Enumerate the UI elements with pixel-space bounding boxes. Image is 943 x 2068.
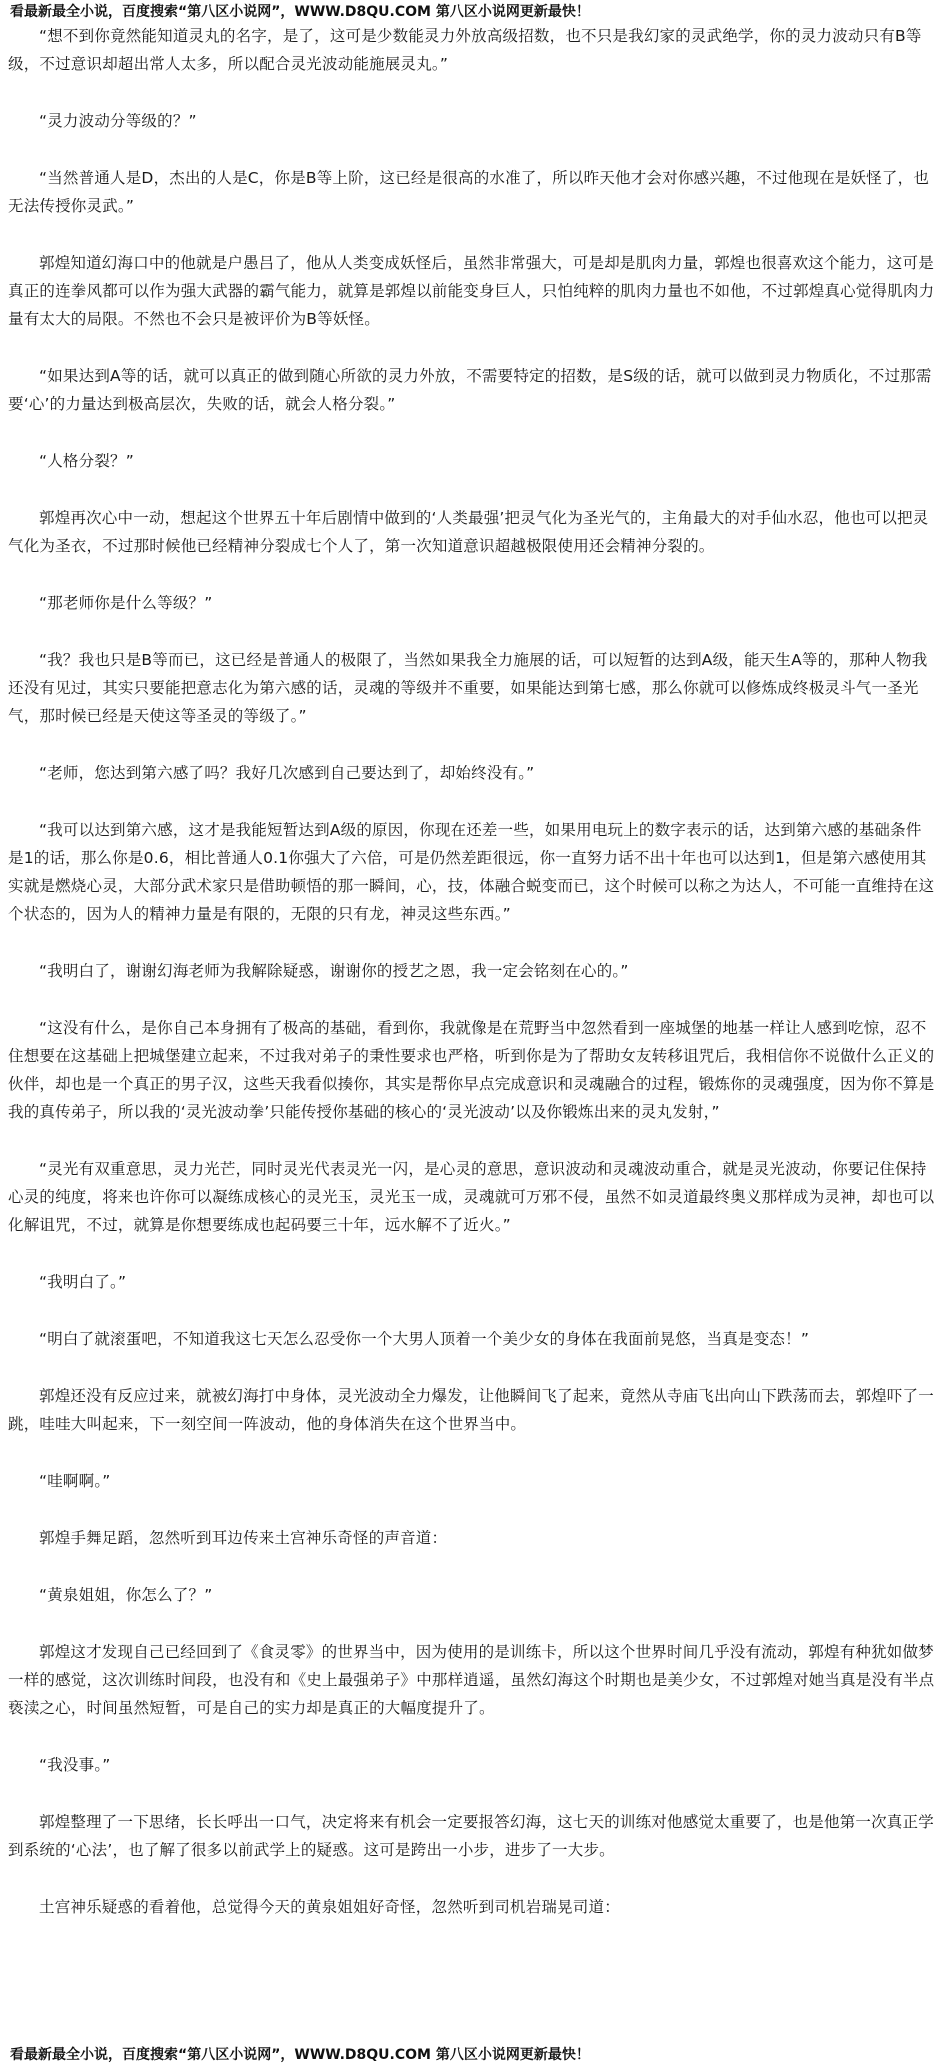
paragraph: “这没有什么，是你自己本身拥有了极高的基础，看到你，我就像是在荒野当中忽然看到一座城堡的地基一样让人感到吃惊，忍不住想要在这基础上把城堡建立起来，不过我对弟子的秉性要求也严格，听到你是为了帮助女友转移诅咒后，我相信你不说做什么正义的伙伴，却也是一个真正的男子汉，这些天我看似揍你，其实是帮你早点完成意识和灵魂融合的过程，锻炼你的灵魂强度，因为你不算是我的真传弟子，所以我的‘灵光波动拳’只能传授你基础的核心的‘灵光波动’以及你锻炼出来的灵丸发射，”: [8, 1019, 935, 1121]
paragraph: “我没事。”: [39, 1756, 111, 1774]
paragraph: “我明白了，谢谢幻海老师为我解除疑惑，谢谢你的授艺之恩，我一定会铭刻在心的。”: [39, 962, 629, 980]
paragraph: 土宫神乐疑惑的看着他，总觉得今天的黄泉姐姐好奇怪，忽然听到司机岩瑞晃司道：: [39, 1898, 620, 1916]
paragraph: “我明白了。”: [39, 1273, 127, 1291]
site-banner-bottom: 看最新最全小说，百度搜索“第八区小说网”，WWW.D8QU.COM 第八区小说网更新最快！: [10, 2047, 590, 2063]
paragraph: “人格分裂？”: [39, 452, 134, 470]
paragraph: “当然普通人是D，杰出的人是C，你是B等上阶，这已经是很高的水准了，所以昨天他才会对你感兴趣，不过他现在是妖怪了，也无法传授你灵武。”: [8, 169, 930, 215]
site-banner-top: 看最新最全小说，百度搜索“第八区小说网”，WWW.D8QU.COM 第八区小说网更新最快！: [10, 4, 590, 20]
paragraph: “灵力波动分等级的？”: [39, 112, 197, 130]
paragraph: “想不到你竟然能知道灵丸的名字，是了，这可是少数能灵力外放高级招数，也不只是我幻家的灵武绝学，你的灵力波动只有B等级，不过意识却超出常人太多，所以配合灵光波动能施展灵丸。”: [8, 27, 922, 73]
paragraph: “那老师你是什么等级？”: [39, 594, 213, 612]
paragraph: 郭煌知道幻海口中的他就是户愚吕了，他从人类变成妖怪后，虽然非常强大，可是却是肌肉力量，郭煌也很喜欢这个能力，这可是真正的连拳风都可以作为强大武器的霸气能力，就算是郭煌以前能变身巨人，只怕纯粹的肌肉力量也不如他，不过郭煌真心觉得肌肉力量有太大的局限。不然也不会只是被评价为B等妖怪。: [8, 254, 935, 328]
paragraph: “灵光有双重意思，灵力光芒，同时灵光代表灵光一闪，是心灵的意思，意识波动和灵魂波动重合，就是灵光波动，你要记住保持心灵的纯度，将来也许你可以凝练成核心的灵光玉，灵光玉一成，灵魂就可万邪不侵，虽然不如灵道最终奥义那样成为灵神，却也可以化解诅咒，不过，就算是你想要练成也起码要三十年，远水解不了近火。”: [8, 1160, 935, 1234]
paragraph: 郭煌再次心中一动，想起这个世界五十年后剧情中做到的‘人类最强’把灵气化为圣光气的，主角最大的对手仙水忍，他也可以把灵气化为圣衣，不过那时候他已经精神分裂成七个人了，第一次知道意识超越极限使用还会精神分裂的。: [8, 509, 929, 555]
paragraph: “明白了就滚蛋吧，不知道我这七天怎么忍受你一个大男人顶着一个美少女的身体在我面前晃悠，当真是变态！”: [39, 1330, 810, 1348]
paragraph: “我可以达到第六感，这才是我能短暂达到A级的原因，你现在还差一些，如果用电玩上的数字表示的话，达到第六感的基础条件是1的话，那么你是0.6，相比普通人0.1你强大了六倍，可是仍然差距很远，你一直努力话不出十年也可以达到1，但是第六感使用其实就是燃烧心灵，大部分武术家只是借助顿悟的那一瞬间，心，技，体融合蜕变而已，这个时候可以称之为达人，不可能一直维持在这个状态的，因为人的精神力量是有限的，无限的只有龙，神灵这些东西。”: [8, 821, 935, 923]
paragraph: “哇啊啊。”: [39, 1472, 111, 1490]
paragraph: 郭煌手舞足蹈，忽然听到耳边传来土宫神乐奇怪的声音道：: [39, 1529, 448, 1547]
paragraph: 郭煌这才发现自己已经回到了《食灵零》的世界当中，因为使用的是训练卡，所以这个世界时间几乎没有流动，郭煌有种犹如做梦一样的感觉，这次训练时间段，也没有和《史上最强弟子》中那样逍遥，虽然幻海这个时期也是美少女，不过郭煌对她当真是没有半点亵渎之心，时间虽然短暂，可是自己的实力却是真正的大幅度提升了。: [8, 1643, 935, 1717]
paragraph: “我？我也只是B等而已，这已经是普通人的极限了，当然如果我全力施展的话，可以短暂的达到A级，能天生A等的，那种人物我还没有见过，其实只要能把意志化为第六感的话，灵魂的等级并不重要，如果能达到第七感，那么你就可以修炼成终极灵斗气一圣光气，那时候已经是天使这等圣灵的等级了。”: [8, 651, 928, 725]
paragraph: 郭煌还没有反应过来，就被幻海打中身体，灵光波动全力爆发，让他瞬间飞了起来，竟然从寺庙飞出向山下跌荡而去，郭煌吓了一跳，哇哇大叫起来，下一刻空间一阵波动，他的身体消失在这个世界当中。: [8, 1387, 934, 1433]
chapter-text: [8, 22, 935, 2042]
paragraph: “如果达到A等的话，就可以真正的做到随心所欲的灵力外放，不需要特定的招数，是S级的话，就可以做到灵力物质化，不过那需要‘心’的力量达到极高层次，失败的话，就会人格分裂。”: [8, 367, 932, 413]
paragraph: “黄泉姐姐，你怎么了？”: [39, 1586, 213, 1604]
paragraph: “老师，您达到第六感了吗？我好几次感到自己要达到了，却始终没有。”: [39, 764, 535, 782]
paragraph: 郭煌整理了一下思绪，长长呼出一口气，决定将来有机会一定要报答幻海，这七天的训练对他感觉太重要了，也是他第一次真正学到系统的‘心法’，也了解了很多以前武学上的疑惑。这可是跨出一小步，进步了一大步。: [8, 1813, 934, 1859]
